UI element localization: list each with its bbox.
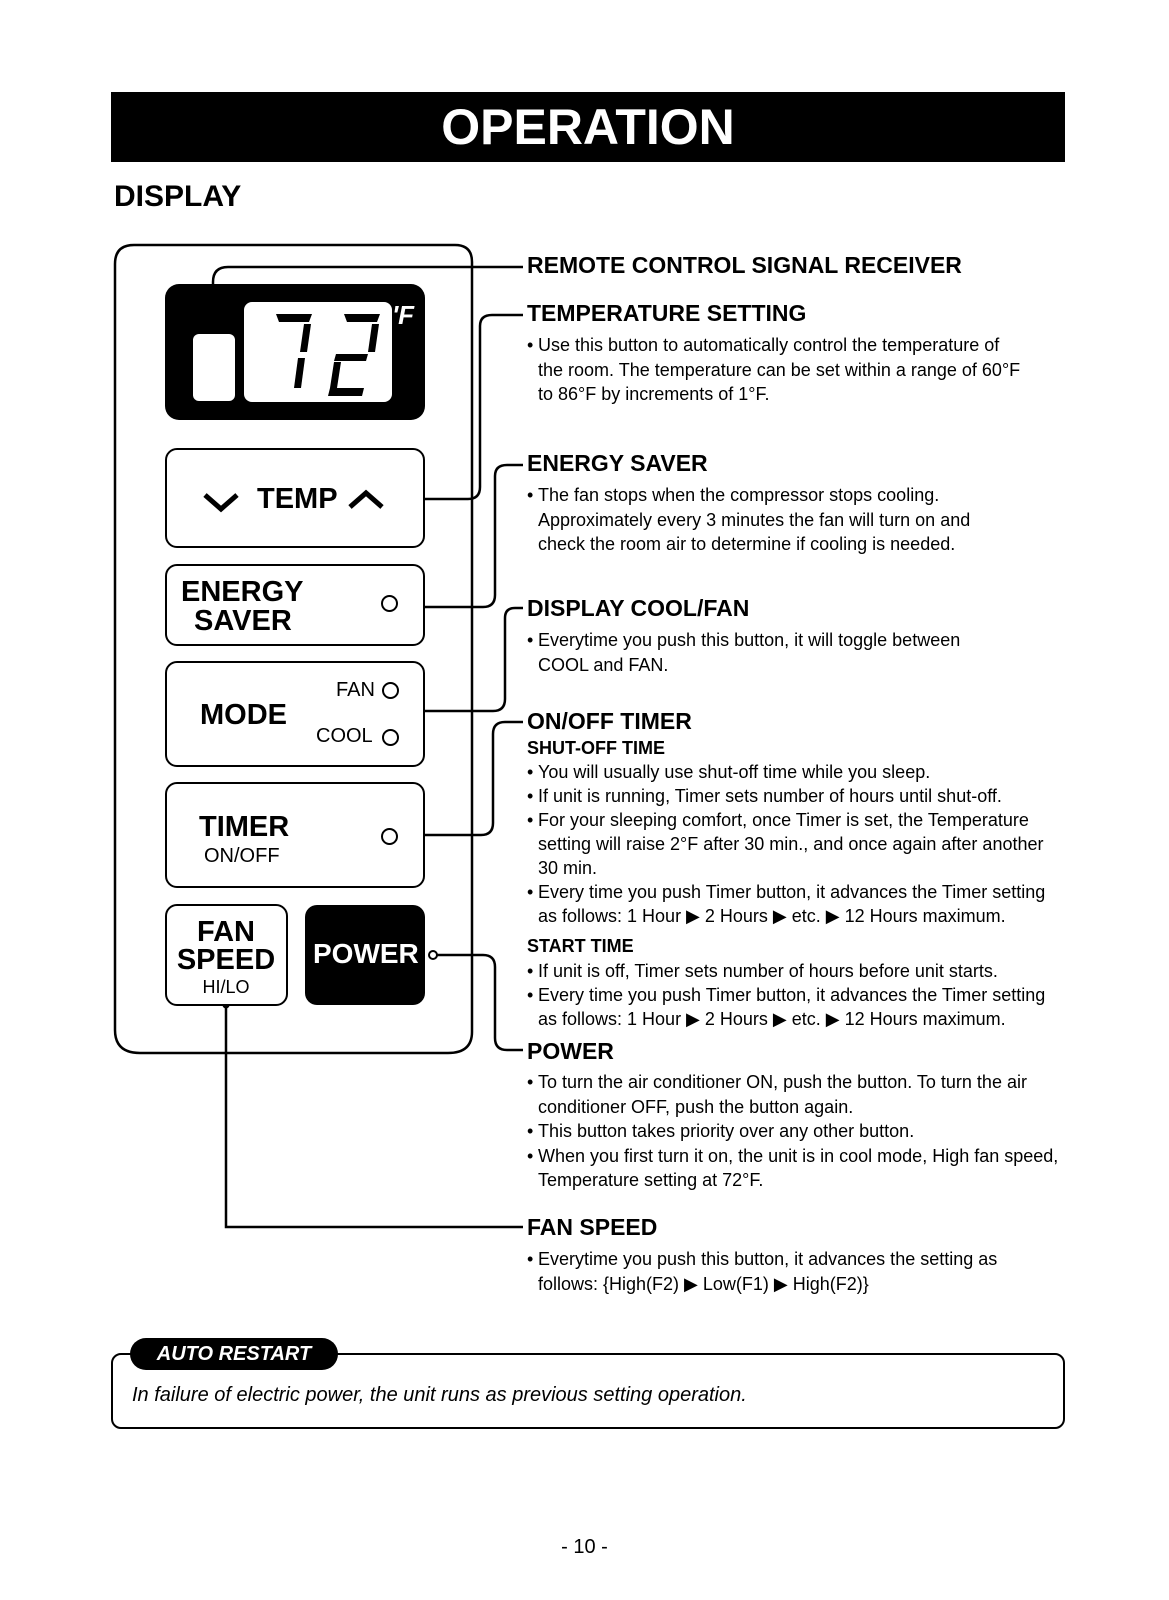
temperature-setting-text: • Use this button to automatically control the temperature of the room. The temperature can be set within a range of 60°F to 86°F by increments of 1°F. [527, 333, 1027, 407]
energy-saver-heading: ENERGY SAVER [527, 450, 708, 476]
timer-button-label: TIMER [199, 811, 290, 843]
power-button[interactable] [305, 905, 425, 1005]
auto-restart-text: In failure of electric power, the unit runs as previous setting operation. [132, 1384, 747, 1406]
display-cool-fan-heading: DISPLAY COOL/FAN [527, 595, 750, 621]
lcd-display [165, 284, 425, 420]
power-text: • To turn the air conditioner ON, push the button. To turn the air conditioner OFF, push the button again. • This button takes priority over any other button. • When you first turn it on, the unit is in cool mode, High fan speed, Temperature setting at 72°F. [527, 1070, 1062, 1193]
fan-speed-label-line1: FAN [197, 916, 255, 948]
temperature-readout [244, 302, 245, 303]
temp-button-label: TEMP [257, 483, 338, 515]
timer-indicator-icon [381, 828, 398, 845]
cool-indicator-icon [382, 729, 399, 746]
remote-receiver-heading: REMOTE CONTROL SIGNAL RECEIVER [527, 252, 962, 278]
auto-restart-label: AUTO RESTART [130, 1338, 338, 1370]
energy-saver-label-line2: SAVER [194, 605, 292, 637]
remote-signal-receiver [193, 334, 235, 401]
cool-indicator-label: COOL [316, 725, 373, 747]
temp-button[interactable] [165, 448, 425, 548]
fan-indicator-icon [382, 682, 399, 699]
energy-saver-button[interactable] [165, 564, 425, 646]
timer-button-sublabel: ON/OFF [204, 845, 280, 867]
energy-saver-text: • The fan stops when the compressor stops cooling. Approximately every 3 minutes the fan will turn on and check the room air to determine if cooling is needed. [527, 483, 997, 557]
chevron-down-icon [201, 490, 241, 514]
display-cool-fan-text: • Everytime you push this button, it will toggle between COOL and FAN. [527, 628, 997, 677]
power-heading: POWER [527, 1038, 614, 1064]
timer-heading: ON/OFF TIMER [527, 708, 692, 734]
page-title: OPERATION [111, 92, 1065, 162]
seven-segment-digits [244, 302, 392, 402]
mode-button[interactable] [165, 661, 425, 767]
energy-saver-label-line1: ENERGY [181, 576, 304, 608]
energy-saver-indicator-icon [381, 595, 398, 612]
start-time-text: • If unit is off, Timer sets number of hours before unit starts. • Every time you push Timer button, it advances the Timer setting as follows: 1 Hour ▶ 2 Hours ▶ etc. ▶ 12 Hours maximum. [527, 959, 1052, 1031]
page-number: - 10 - [561, 1536, 608, 1558]
power-button-label: POWER [313, 938, 419, 969]
temperature-setting-heading: TEMPERATURE SETTING [527, 300, 807, 326]
shutoff-time-text: • You will usually use shut-off time while you sleep. • If unit is running, Timer sets number of hours until shut-off. • For your sleeping comfort, once Timer is set, the Temperature setting will raise 2°F after 30 min., and once again after another 30 min. • Every time you push Timer button, it advances the Timer setting as follows: 1 Hour ▶ 2 Hours ▶ etc. ▶ 12 Hours maximum. [527, 760, 1052, 928]
section-title: DISPLAY [114, 180, 242, 213]
fan-speed-label-line2: SPEED [176, 944, 276, 976]
timer-button[interactable] [165, 782, 425, 888]
fan-indicator-label: FAN [336, 679, 375, 701]
fan-speed-button[interactable] [165, 904, 288, 1006]
mode-button-label: MODE [200, 699, 287, 731]
fan-speed-sublabel: HI/LO [202, 977, 250, 997]
chevron-up-icon [346, 488, 386, 512]
fan-speed-heading: FAN SPEED [527, 1214, 658, 1240]
start-time-heading: START TIME [527, 936, 634, 956]
shutoff-time-heading: SHUT-OFF TIME [527, 738, 665, 758]
temperature-unit: 'F [392, 300, 415, 330]
temperature-screen [244, 302, 392, 402]
fan-speed-text: • Everytime you push this button, it advances the setting as follows: {High(F2) ▶ Low(F1) ▶ High(F2)} [527, 1247, 1027, 1296]
